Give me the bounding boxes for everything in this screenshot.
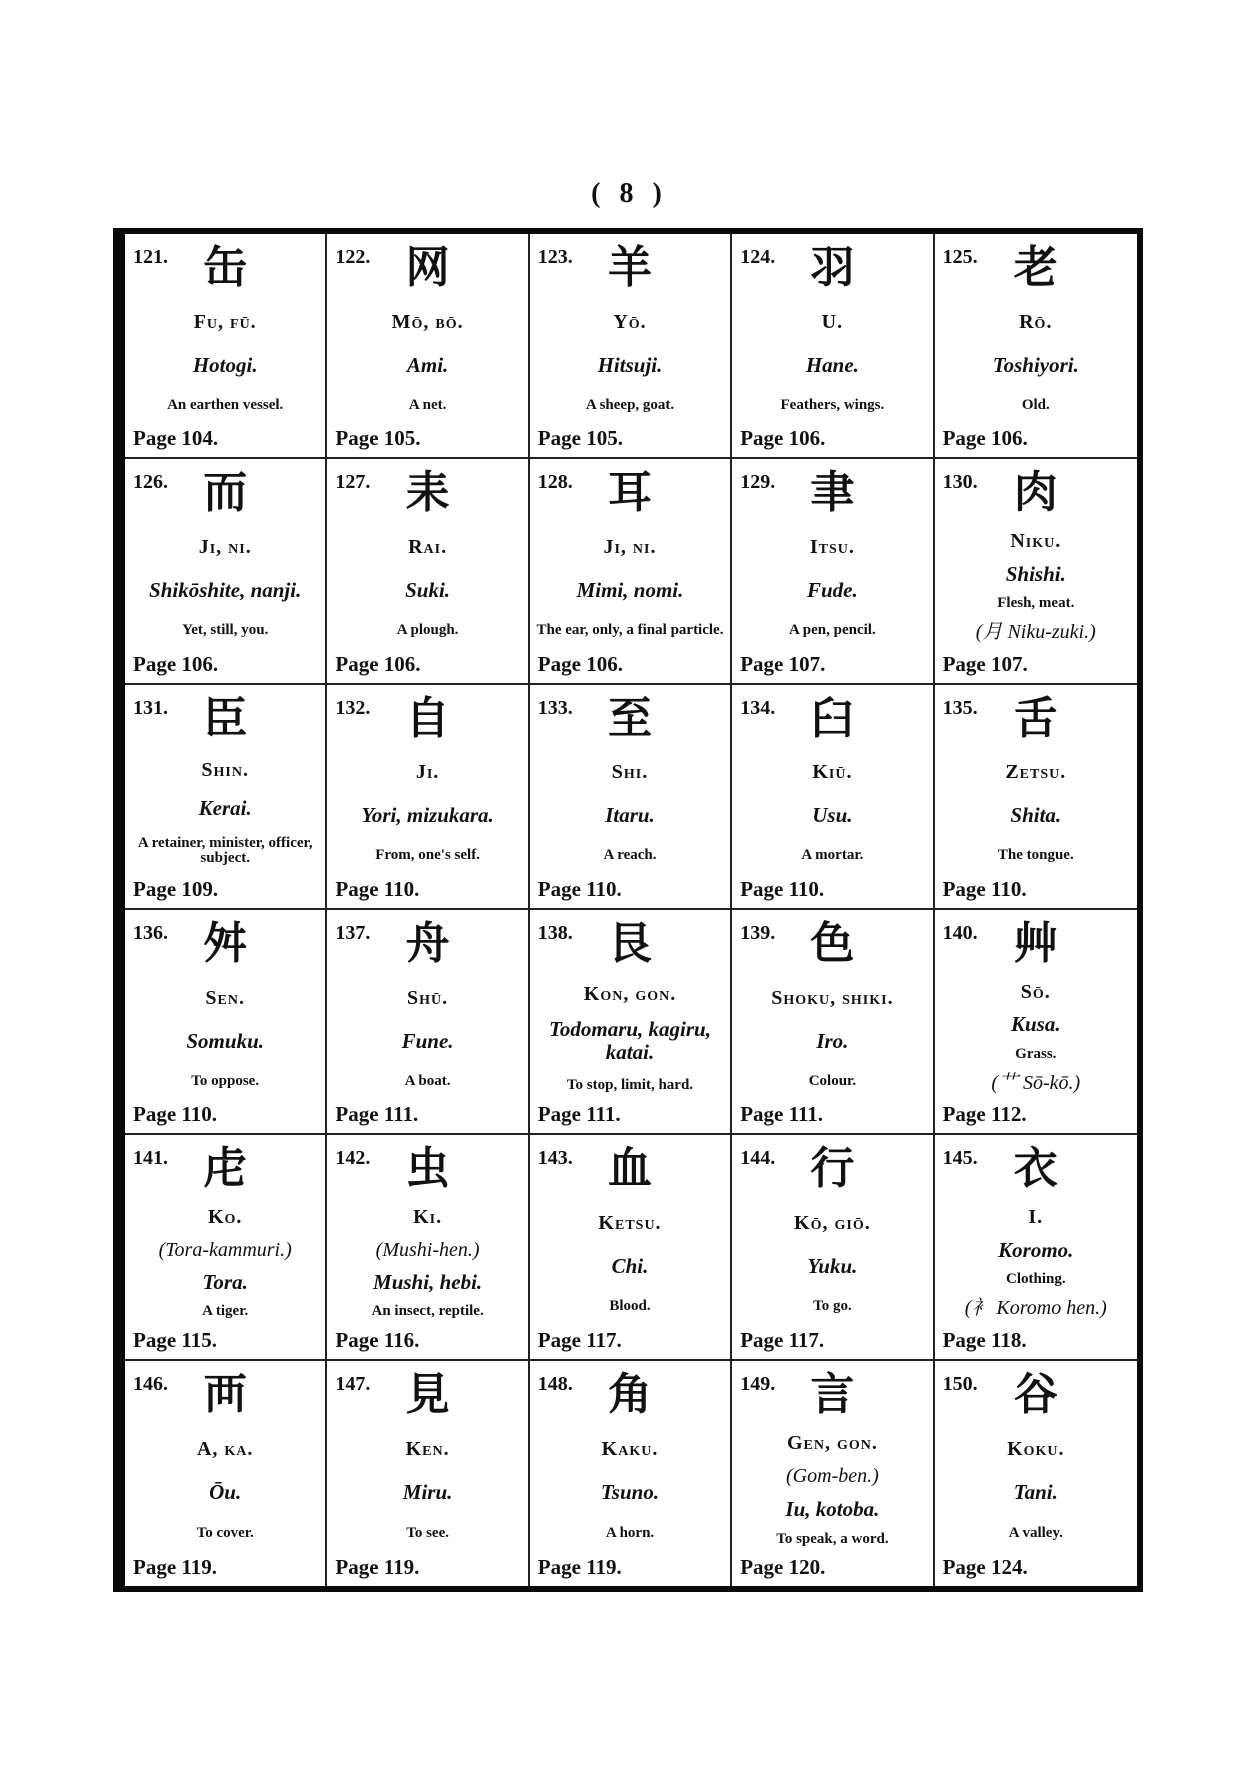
radical-entry <box>125 685 327 910</box>
entry-page: Page 110. <box>740 876 825 901</box>
entry-reading: Ji. <box>415 761 440 784</box>
entry-reading: Fu, fū. <box>193 310 257 333</box>
entry-reading: Sen. <box>205 986 245 1009</box>
entry-kanji: 聿 <box>810 467 855 519</box>
entry-japanese: Usu. <box>812 803 853 828</box>
radical-entry <box>935 1361 1137 1586</box>
radical-entry <box>530 459 732 684</box>
entry-body <box>331 300 523 423</box>
entry-japanese: Mimi, nomi. <box>576 577 684 602</box>
entry-page: Page 110. <box>133 1102 217 1127</box>
entry-meaning: A mortar. <box>801 847 864 864</box>
radical-entry <box>935 685 1137 910</box>
entry-number: 144. <box>740 1147 776 1170</box>
entry-page: Page 111. <box>335 1102 419 1127</box>
entry-body <box>939 300 1133 423</box>
entry-page: Page 117. <box>537 1327 622 1352</box>
entry-kanji: 虫 <box>405 1143 450 1195</box>
entry-meaning: Grass. <box>1015 1045 1057 1062</box>
entry-page: Page 116. <box>335 1327 420 1352</box>
radical-entry <box>530 685 732 910</box>
entry-page: Page 109. <box>133 876 219 901</box>
entry-body <box>939 525 1133 648</box>
page-header: ( 8 ) <box>591 178 668 209</box>
entry-reading: U. <box>821 310 844 333</box>
entry-number: 137. <box>335 921 371 944</box>
entry-body <box>939 1427 1133 1552</box>
entry-number: 143. <box>537 1147 573 1170</box>
entry-japanese: Toshiyori. <box>992 352 1079 377</box>
entry-note: (艹 Sō-kō.) <box>991 1072 1081 1095</box>
entry-japanese: Chi. <box>611 1253 649 1278</box>
entry-kanji: 羊 <box>607 242 652 293</box>
entry-body <box>129 525 321 648</box>
entry-meaning: An earthen vessel. <box>167 396 284 413</box>
entry-kanji: 谷 <box>1013 1368 1058 1420</box>
entry-kanji: 色 <box>810 917 855 969</box>
entry-japanese: Todomaru, kagiru, katai. <box>548 1017 711 1065</box>
entry-japanese: Fune. <box>401 1028 454 1053</box>
entry-kanji: 見 <box>405 1368 450 1420</box>
entry-meaning: A horn. <box>605 1525 655 1542</box>
radical-entry <box>732 685 934 910</box>
radical-entry <box>125 1135 327 1360</box>
entry-page: Page 105. <box>537 426 623 451</box>
entry-number: 145. <box>942 1147 978 1170</box>
entry-body <box>939 751 1133 874</box>
entry-reading: Kaku. <box>601 1437 659 1460</box>
entry-page: Page 107. <box>740 651 826 676</box>
radical-entry <box>327 910 529 1135</box>
entry-number: 125. <box>942 246 978 268</box>
entry-reading: Kiū. <box>812 761 853 784</box>
entry-japanese: Tsuno. <box>600 1480 660 1505</box>
entry-kanji: 至 <box>607 692 652 744</box>
entry-body <box>331 1201 523 1324</box>
entry-meaning: To oppose. <box>191 1072 260 1089</box>
entry-reading: Zetsu. <box>1005 761 1067 784</box>
entry-page: Page 119. <box>537 1554 622 1579</box>
entry-kanji: 虍 <box>203 1143 248 1195</box>
entry-number: 147. <box>335 1372 371 1395</box>
entry-body <box>939 976 1133 1099</box>
radical-entry <box>530 1361 732 1586</box>
entry-japanese: Koromo. <box>998 1237 1074 1262</box>
entry-japanese: Shita. <box>1010 803 1062 828</box>
entry-japanese: Fude. <box>807 577 858 602</box>
entry-reading: Ki. <box>413 1206 443 1229</box>
entry-body <box>129 1427 321 1552</box>
entry-page: Page 106. <box>942 426 1028 451</box>
entry-reading: Gen, gon. <box>786 1432 878 1455</box>
entry-kanji: 舟 <box>405 917 450 969</box>
entry-meaning: Clothing. <box>1005 1271 1066 1288</box>
radical-entry <box>530 910 732 1135</box>
entry-kanji: 缶 <box>203 242 248 293</box>
entry-reading: Shū. <box>407 986 449 1009</box>
entry-page: Page 106. <box>335 651 421 676</box>
entry-body <box>736 1201 928 1324</box>
entry-body <box>939 1201 1133 1324</box>
entry-number: 136. <box>133 921 168 944</box>
entry-kanji: 舌 <box>1013 692 1058 744</box>
entry-number: 122. <box>335 246 371 268</box>
entry-kanji: 臼 <box>810 692 855 744</box>
entry-body <box>129 976 321 1099</box>
entry-number: 139. <box>740 921 776 944</box>
entry-reading: Rō. <box>1019 310 1053 333</box>
entry-kanji: 而 <box>203 467 248 519</box>
entry-page: Page 106. <box>537 651 623 676</box>
entry-japanese: Iu, kotoba. <box>785 1496 880 1521</box>
entry-number: 123. <box>537 246 573 268</box>
entry-body <box>736 976 928 1099</box>
entry-reading: Niku. <box>1010 530 1062 553</box>
radical-entry <box>327 459 529 684</box>
radical-entry <box>125 459 327 684</box>
entry-page: Page 106. <box>133 651 219 676</box>
radical-entry <box>732 1135 934 1360</box>
entry-number: 135. <box>942 696 978 719</box>
entry-meaning: A net. <box>408 396 447 413</box>
entry-page: Page 110. <box>942 876 1027 901</box>
entry-japanese: Suki. <box>405 577 451 602</box>
entry-kanji: 肉 <box>1013 467 1058 519</box>
radical-entry <box>732 459 934 684</box>
entry-reading: Kon, gon. <box>583 982 677 1005</box>
entry-japanese: Yuku. <box>807 1253 858 1278</box>
entry-reading: Ko. <box>207 1206 243 1229</box>
entry-meaning: A sheep, goat. <box>585 396 675 413</box>
entry-reading: Kō, giō. <box>794 1211 871 1234</box>
entry-kanji: 老 <box>1013 242 1058 293</box>
entry-page: Page 111. <box>537 1102 621 1127</box>
entry-page: Page 110. <box>335 876 420 901</box>
entry-body <box>129 300 321 423</box>
entry-kanji: 舛 <box>203 917 248 969</box>
entry-japanese: Kusa. <box>1010 1012 1061 1037</box>
entry-kanji: 血 <box>607 1143 652 1195</box>
entry-meaning: A plough. <box>396 622 459 639</box>
entry-kanji: 臣 <box>203 692 248 744</box>
entry-reading: Ji, ni. <box>603 535 657 558</box>
entry-body <box>331 525 523 648</box>
entry-reading: Mō, bō. <box>391 310 464 333</box>
entry-kanji: 言 <box>810 1368 855 1420</box>
entry-japanese: Hane. <box>805 352 859 377</box>
entry-japanese: Hotogi. <box>192 352 258 377</box>
entry-body <box>331 976 523 1099</box>
entry-kanji: 襾 <box>203 1368 248 1420</box>
entry-body <box>736 751 928 874</box>
entry-number: 138. <box>537 921 573 944</box>
entry-meaning: To cover. <box>196 1525 254 1542</box>
radical-entry <box>530 234 732 459</box>
entry-reading: Shi. <box>611 761 649 784</box>
entry-page: Page 112. <box>942 1102 1027 1127</box>
entry-reading: Koku. <box>1007 1437 1065 1460</box>
radical-entry <box>935 1135 1137 1360</box>
entry-body <box>331 751 523 874</box>
radical-entry <box>935 459 1137 684</box>
entry-kanji: 自 <box>405 692 450 744</box>
entry-reading: Yō. <box>613 310 647 333</box>
entry-meaning: The tongue. <box>997 847 1074 864</box>
entry-meaning: To go. <box>813 1298 852 1315</box>
entry-number: 124. <box>740 246 776 268</box>
entry-kanji: 羽 <box>810 242 855 293</box>
entry-meaning: A boat. <box>404 1072 451 1089</box>
entry-number: 142. <box>335 1147 371 1170</box>
entry-meaning: Colour. <box>808 1072 857 1089</box>
entry-reading: Shin. <box>201 758 249 781</box>
entry-body <box>736 525 928 648</box>
entry-page: Page 115. <box>133 1327 217 1352</box>
entry-kanji: 艮 <box>607 917 652 969</box>
entry-number: 149. <box>740 1372 776 1395</box>
entry-kanji: 网 <box>405 242 450 293</box>
entry-reading: Shoku, shiki. <box>771 986 894 1009</box>
radical-entry <box>125 910 327 1135</box>
entry-note: (衤 Koromo hen.) <box>964 1297 1107 1320</box>
radical-entry <box>327 234 529 459</box>
entry-page: Page 106. <box>740 426 826 451</box>
entry-kanji: 耳 <box>607 467 652 519</box>
entry-reading: Rai. <box>408 535 448 558</box>
entry-meaning: Flesh, meat. <box>997 595 1075 612</box>
radical-entry <box>327 685 529 910</box>
entry-number: 126. <box>133 471 168 494</box>
entry-meaning: An insect, reptile. <box>371 1303 484 1320</box>
entry-reading: Itsu. <box>809 535 855 558</box>
entry-meaning: Old. <box>1021 396 1050 413</box>
entry-page: Page 124. <box>942 1554 1028 1579</box>
radical-entry <box>732 234 934 459</box>
entry-japanese: Itaru. <box>605 803 655 828</box>
entry-japanese: Yori, mizukara. <box>361 803 494 828</box>
entry-body <box>331 1427 523 1552</box>
entry-body <box>534 1427 726 1552</box>
entry-meaning: A reach. <box>603 847 657 864</box>
radical-entry <box>935 910 1137 1135</box>
entry-number: 146. <box>133 1372 168 1395</box>
entry-japanese: Tora. <box>202 1270 248 1295</box>
entry-number: 127. <box>335 471 371 494</box>
entry-number: 150. <box>942 1372 978 1395</box>
radical-entry <box>327 1135 529 1360</box>
entry-reading: Ji, ni. <box>198 535 252 558</box>
entry-number: 133. <box>537 696 573 719</box>
entry-page: Page 120. <box>740 1554 826 1579</box>
entry-japanese: Mushi, hebi. <box>373 1270 483 1295</box>
entry-kanji: 艸 <box>1013 917 1058 969</box>
entry-japanese: Iro. <box>816 1028 849 1053</box>
entry-number: 140. <box>942 921 978 944</box>
entry-body <box>534 1201 726 1324</box>
entry-page: Page 117. <box>740 1327 825 1352</box>
entry-body <box>129 1201 321 1324</box>
entry-page: Page 111. <box>740 1102 824 1127</box>
entry-meaning: Feathers, wings. <box>780 396 885 413</box>
radical-entry <box>530 1135 732 1360</box>
entry-reading: I. <box>1028 1206 1044 1229</box>
entry-meaning: A tiger. <box>202 1303 249 1320</box>
entry-meaning: To stop, limit, hard. <box>566 1076 694 1093</box>
entry-note: (Gom-ben.) <box>786 1464 879 1487</box>
entry-japanese: Tani. <box>1013 1480 1058 1505</box>
entry-number: 148. <box>537 1372 573 1395</box>
entry-meaning: From, one's self. <box>375 847 480 864</box>
entry-page: Page 118. <box>942 1327 1027 1352</box>
entry-reading: A, ka. <box>196 1437 254 1460</box>
entry-page: Page 110. <box>537 876 622 901</box>
radical-table <box>113 228 1143 1592</box>
entry-number: 134. <box>740 696 776 719</box>
entry-reading: Sō. <box>1020 981 1051 1004</box>
entry-number: 141. <box>133 1147 168 1170</box>
entry-meaning: To speak, a word. <box>776 1530 889 1547</box>
entry-body <box>534 300 726 423</box>
entry-meaning: A pen, pencil. <box>789 622 876 639</box>
entry-kanji: 角 <box>607 1368 652 1420</box>
entry-page: Page 119. <box>133 1554 217 1579</box>
entry-meaning: Blood. <box>609 1298 651 1315</box>
entry-note: (月 Niku-zuki.) <box>975 621 1096 644</box>
entry-note: (Mushi-hen.) <box>375 1238 480 1261</box>
entry-japanese: Hitsuji. <box>597 352 663 377</box>
entry-kanji: 行 <box>810 1143 855 1195</box>
radical-entry <box>732 910 934 1135</box>
entry-page: Page 107. <box>942 651 1028 676</box>
radical-grid <box>125 234 1137 1586</box>
radical-entry <box>125 234 327 459</box>
entry-number: 130. <box>942 471 978 494</box>
entry-body <box>129 751 321 874</box>
entry-kanji: 衣 <box>1013 1143 1058 1195</box>
entry-japanese: Shishi. <box>1005 561 1066 586</box>
entry-number: 132. <box>335 696 371 719</box>
radical-entry <box>732 1361 934 1586</box>
entry-body <box>534 751 726 874</box>
entry-number: 131. <box>133 696 168 719</box>
entry-number: 128. <box>537 471 573 494</box>
entry-reading: Ken. <box>405 1437 450 1460</box>
entry-kanji: 耒 <box>405 467 450 519</box>
entry-meaning: A valley. <box>1008 1525 1063 1542</box>
entry-japanese: Ami. <box>406 352 449 377</box>
entry-meaning: The ear, only, a final particle. <box>536 622 724 639</box>
entry-japanese: Miru. <box>402 1480 453 1505</box>
entry-japanese: Ōu. <box>209 1480 242 1505</box>
radical-entry <box>327 1361 529 1586</box>
entry-body <box>534 525 726 648</box>
entry-note: (Tora-kammuri.) <box>158 1238 292 1261</box>
entry-meaning: A retainer, minister, officer, subject. <box>137 834 313 866</box>
entry-japanese: Shikōshite, nanji. <box>149 577 302 602</box>
entry-page: Page 119. <box>335 1554 420 1579</box>
entry-reading: Ketsu. <box>598 1211 662 1234</box>
radical-entry <box>935 234 1137 459</box>
entry-page: Page 104. <box>133 426 219 451</box>
entry-japanese: Kerai. <box>198 795 252 820</box>
entry-meaning: To see. <box>406 1525 449 1542</box>
entry-japanese: Somuku. <box>186 1028 264 1053</box>
radical-entry <box>125 1361 327 1586</box>
entry-body <box>534 976 726 1099</box>
entry-number: 129. <box>740 471 776 494</box>
entry-page: Page 105. <box>335 426 421 451</box>
entry-body <box>736 300 928 423</box>
entry-meaning: Yet, still, you. <box>182 622 269 639</box>
entry-body <box>736 1427 928 1552</box>
entry-number: 121. <box>133 246 168 268</box>
